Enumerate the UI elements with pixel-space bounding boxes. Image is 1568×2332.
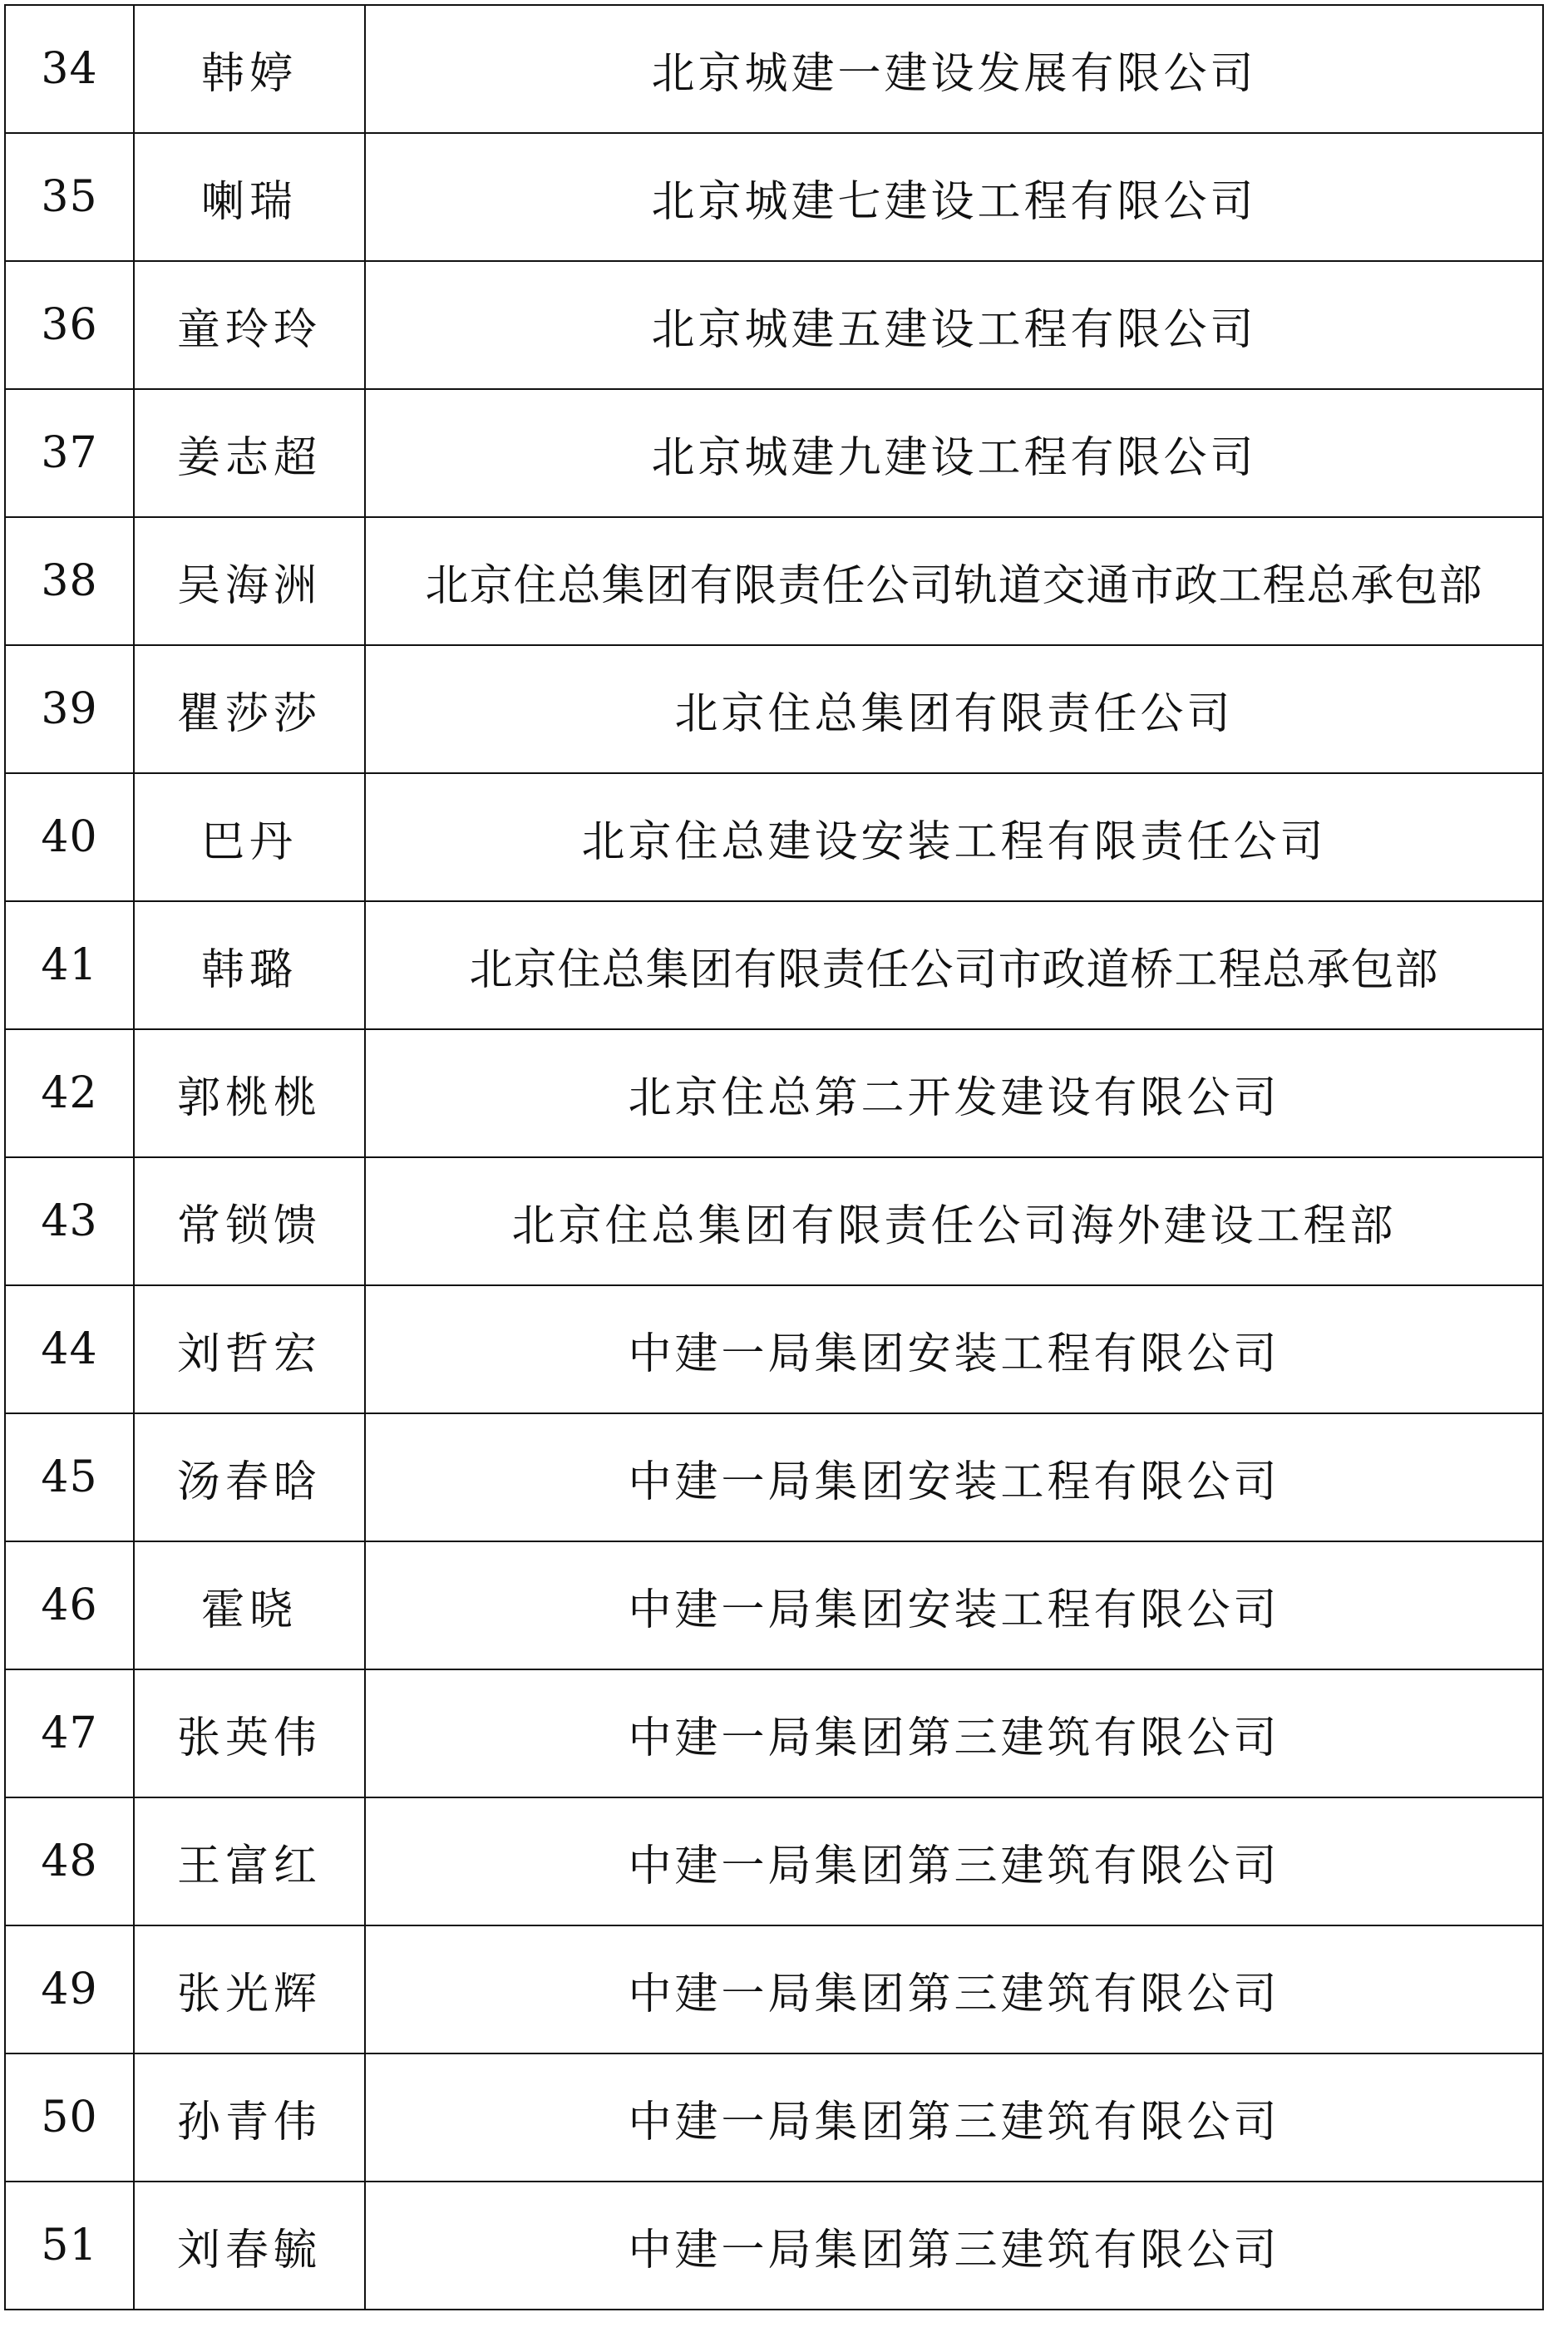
organization-cell: 中建一局集团第三建筑有限公司: [365, 1669, 1543, 1797]
person-name-cell: 霍晓: [134, 1541, 365, 1669]
person-name-cell: 韩璐: [134, 901, 365, 1029]
person-name-cell: 汤春晗: [134, 1413, 365, 1541]
organization-cell: 中建一局集团安装工程有限公司: [365, 1541, 1543, 1669]
row-number-cell: 47: [5, 1669, 134, 1797]
row-number-cell: 37: [5, 389, 134, 517]
row-number-cell: 39: [5, 645, 134, 773]
row-number-cell: 42: [5, 1029, 134, 1157]
organization-cell: 北京住总建设安装工程有限责任公司: [365, 773, 1543, 901]
table-row: [5, 133, 1543, 261]
person-name-cell: 喇瑞: [134, 133, 365, 261]
organization-cell: 北京城建五建设工程有限公司: [365, 261, 1543, 389]
organization-cell: 北京住总第二开发建设有限公司: [365, 1029, 1543, 1157]
document-page: [4, 4, 1564, 2328]
organization-cell: 中建一局集团第三建筑有限公司: [365, 1797, 1543, 1925]
organization-cell: 中建一局集团安装工程有限公司: [365, 1413, 1543, 1541]
table-row: [5, 1157, 1543, 1285]
row-number-cell: 46: [5, 1541, 134, 1669]
row-number-cell: 34: [5, 5, 134, 133]
person-name-cell: 孙青伟: [134, 2053, 365, 2182]
table-row: [5, 901, 1543, 1029]
organization-cell: 北京住总集团有限责任公司轨道交通市政工程总承包部: [365, 517, 1543, 645]
row-number-cell: 38: [5, 517, 134, 645]
row-number-cell: 35: [5, 133, 134, 261]
person-name-cell: 韩婷: [134, 5, 365, 133]
organization-cell: 北京城建一建设发展有限公司: [365, 5, 1543, 133]
organization-cell: 北京城建九建设工程有限公司: [365, 389, 1543, 517]
organization-cell: 北京住总集团有限责任公司海外建设工程部: [365, 1157, 1543, 1285]
table-row: [5, 389, 1543, 517]
person-name-cell: 童玲玲: [134, 261, 365, 389]
person-name-cell: 张光辉: [134, 1925, 365, 2053]
person-name-cell: 吴海洲: [134, 517, 365, 645]
table-row: [5, 1925, 1543, 2053]
person-name-cell: 巴丹: [134, 773, 365, 901]
roster-table-body: [5, 5, 1543, 2310]
person-name-cell: 郭桃桃: [134, 1029, 365, 1157]
table-row: [5, 2053, 1543, 2182]
table-row: [5, 2182, 1543, 2310]
table-row: [5, 1669, 1543, 1797]
organization-cell: 北京住总集团有限责任公司市政道桥工程总承包部: [365, 901, 1543, 1029]
organization-cell: 中建一局集团第三建筑有限公司: [365, 1925, 1543, 2053]
table-row: [5, 1797, 1543, 1925]
roster-table: [4, 4, 1544, 2310]
organization-cell: 北京住总集团有限责任公司: [365, 645, 1543, 773]
row-number-cell: 40: [5, 773, 134, 901]
table-row: [5, 5, 1543, 133]
row-number-cell: 44: [5, 1285, 134, 1413]
row-number-cell: 48: [5, 1797, 134, 1925]
organization-cell: 中建一局集团安装工程有限公司: [365, 1285, 1543, 1413]
table-row: [5, 1413, 1543, 1541]
person-name-cell: 王富红: [134, 1797, 365, 1925]
organization-cell: 中建一局集团第三建筑有限公司: [365, 2182, 1543, 2310]
row-number-cell: 49: [5, 1925, 134, 2053]
table-row: [5, 261, 1543, 389]
table-row: [5, 1541, 1543, 1669]
organization-cell: 中建一局集团第三建筑有限公司: [365, 2053, 1543, 2182]
row-number-cell: 36: [5, 261, 134, 389]
person-name-cell: 刘哲宏: [134, 1285, 365, 1413]
row-number-cell: 51: [5, 2182, 134, 2310]
row-number-cell: 50: [5, 2053, 134, 2182]
row-number-cell: 43: [5, 1157, 134, 1285]
person-name-cell: 常锁馈: [134, 1157, 365, 1285]
person-name-cell: 刘春毓: [134, 2182, 365, 2310]
person-name-cell: 瞿莎莎: [134, 645, 365, 773]
table-row: [5, 517, 1543, 645]
table-row: [5, 1285, 1543, 1413]
person-name-cell: 张英伟: [134, 1669, 365, 1797]
row-number-cell: 45: [5, 1413, 134, 1541]
table-row: [5, 1029, 1543, 1157]
row-number-cell: 41: [5, 901, 134, 1029]
organization-cell: 北京城建七建设工程有限公司: [365, 133, 1543, 261]
table-row: [5, 645, 1543, 773]
person-name-cell: 姜志超: [134, 389, 365, 517]
table-row: [5, 773, 1543, 901]
